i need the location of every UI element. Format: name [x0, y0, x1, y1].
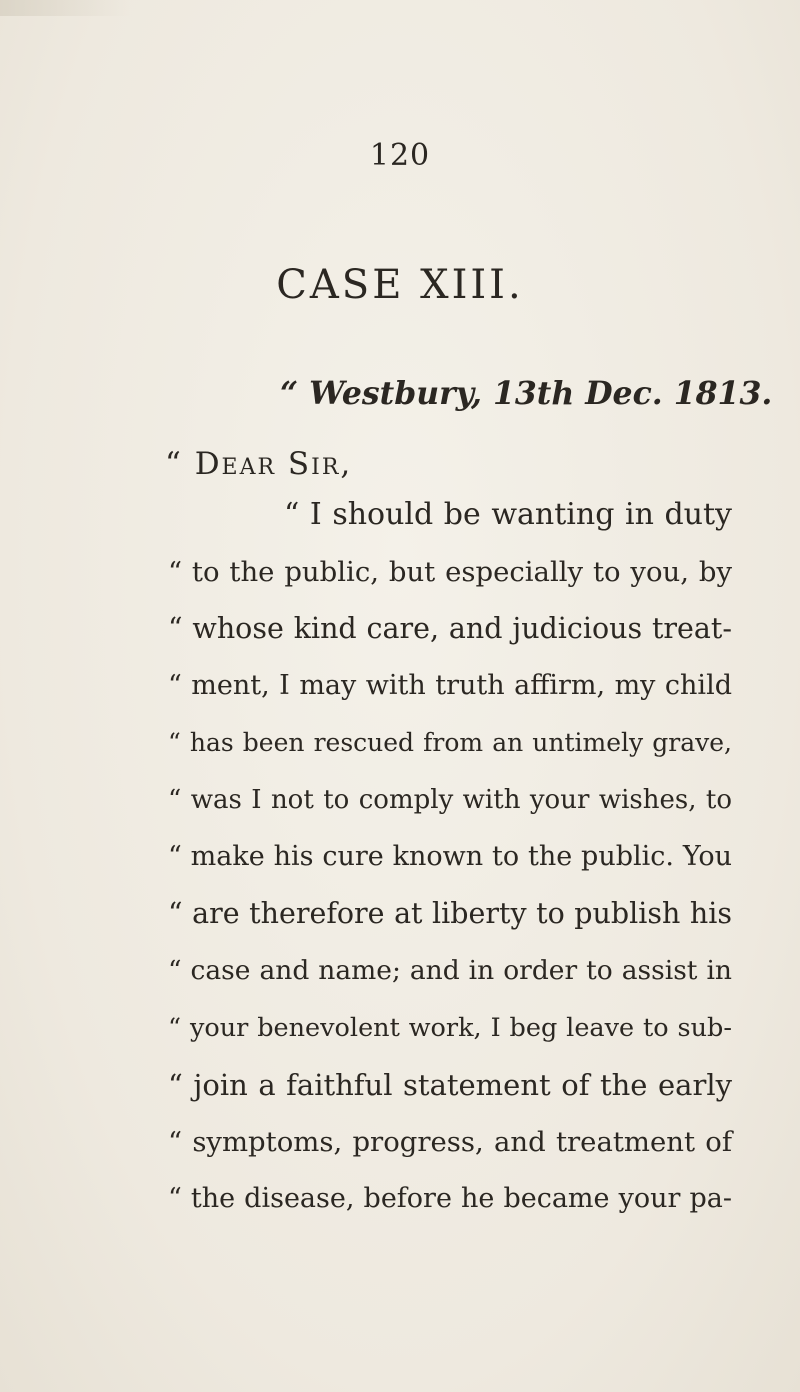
body-line: “ your benevolent work, I beg leave to sub-: [168, 1013, 732, 1043]
body-line: “ are therefore at liberty to publish his: [168, 897, 732, 930]
body-line: “ symptoms, progress, and treatment of: [168, 1126, 732, 1158]
body-line: “ has been rescued from an untimely grave,: [168, 728, 732, 757]
page-stain: [0, 0, 130, 16]
letter-dateline: “ Westbury, 13th Dec. 1813.: [280, 375, 773, 412]
body-line: “ join a faithful statement of the early: [168, 1068, 732, 1102]
body-line: “ to the public, but especially to you, by: [168, 556, 732, 588]
salutation-text: Dear Sir,: [194, 446, 353, 482]
body-line: “ the disease, before he became your pa-: [168, 1183, 732, 1214]
body-line: “ case and name; and in order to assist in: [168, 955, 732, 986]
body-line: “ I should be wanting in duty: [284, 497, 732, 532]
salutation-quote: “: [165, 446, 195, 482]
letter-salutation: [165, 446, 352, 482]
body-line: “ ment, I may with truth affirm, my child: [168, 670, 732, 701]
body-line: “ was I not to comply with your wishes, to: [168, 785, 732, 815]
body-line: “ make his cure known to the public. You: [168, 841, 732, 872]
body-line: “ whose kind care, and judicious treat-: [168, 612, 732, 645]
case-title: CASE XIII.: [276, 262, 524, 308]
page-number: 120: [369, 138, 431, 173]
